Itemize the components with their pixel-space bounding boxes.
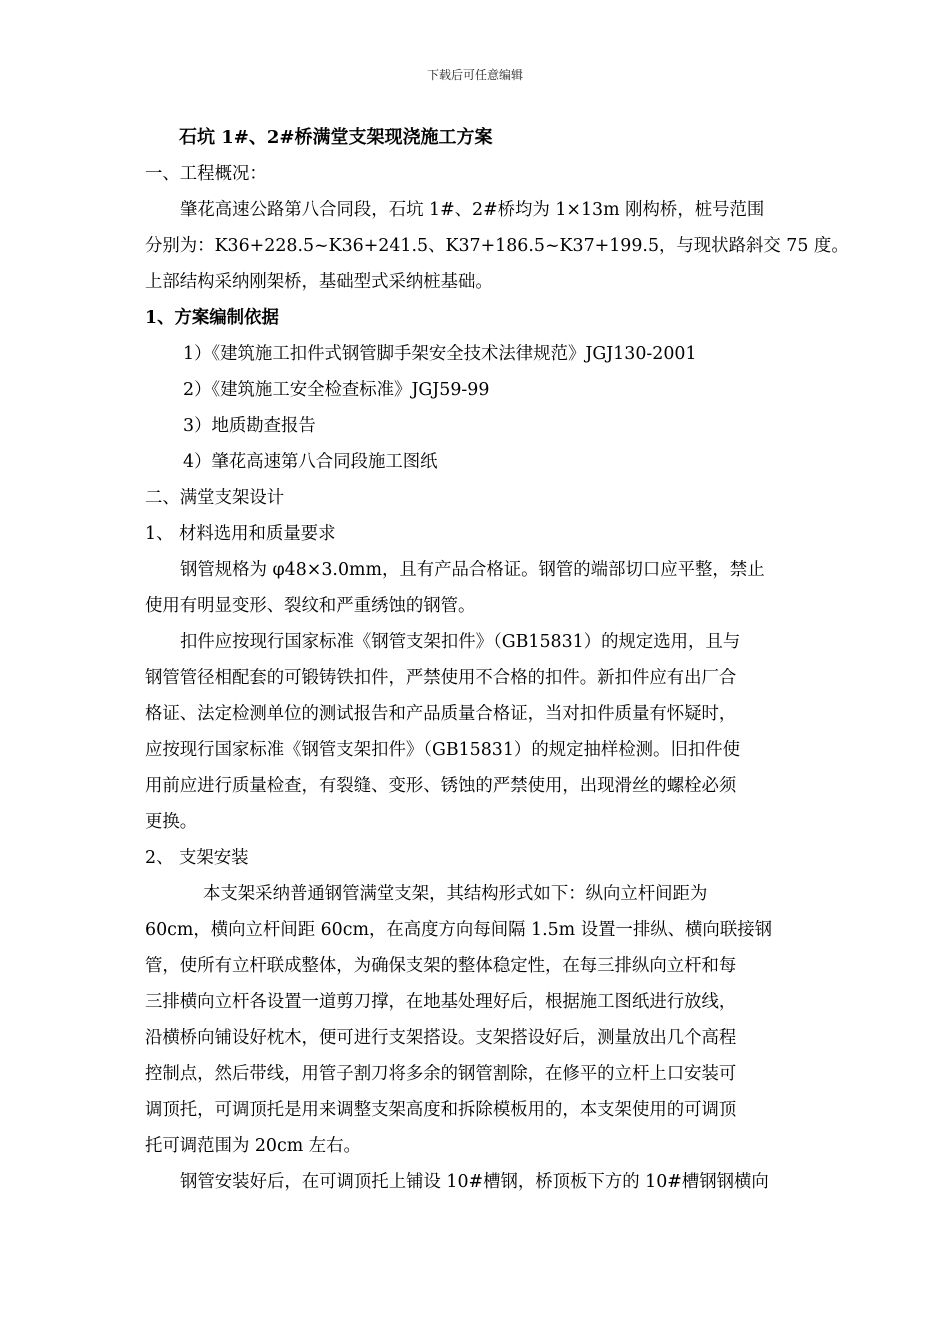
text-line: 钢管规格为 φ48×3.0mm，且有产品合格证。钢管的端部切口应平整，禁止 <box>180 560 765 580</box>
section2-heading: 二、满堂支架设计 <box>145 488 285 508</box>
text-line: 三排横向立杆各设置一道剪刀撑，在地基处理好后，根据施工图纸进行放线， <box>145 992 737 1012</box>
list-item: 2）《建筑施工安全检查标准》JGJ59-99 <box>183 380 490 400</box>
text-line: 用前应进行质量检查，有裂缝、变形、锈蚀的严禁使用，出现滑丝的螺栓必须 <box>145 776 737 796</box>
header-note: 下载后可任意编辑 <box>426 68 523 82</box>
text-line: 更换。 <box>145 812 198 832</box>
text-line: 钢管安装好后，在可调顶托上铺设 10#槽钢，桥顶板下方的 10#槽钢钢横向 <box>180 1172 769 1192</box>
basis-list <box>145 336 810 480</box>
list-item: 3）地质勘查报告 <box>183 416 316 436</box>
basis-heading: 1、方案编制依据 <box>145 308 279 328</box>
text-line: 应按现行国家标准《钢管支架扣件》（GB15831）的规定抽样检测。旧扣件使 <box>145 740 741 760</box>
material-paragraph-1 <box>145 552 810 624</box>
text-line: 60cm，横向立杆间距 60cm，在高度方向每间隔 1.5m 设置一排纵、横向联接钢 <box>145 920 772 940</box>
text-line: 托可调范围为 20cm 左右。 <box>145 1136 361 1156</box>
install-paragraph-1 <box>145 876 810 1164</box>
text-line: 控制点，然后带线，用管子割刀将多余的钢管割除，在修平的立杆上口安装可 <box>145 1064 737 1084</box>
install-heading: 2、 支架安装 <box>145 848 249 868</box>
section1-paragraph <box>145 192 849 300</box>
text-line: 扣件应按现行国家标准《钢管支架扣件》（GB15831）的规定选用，且与 <box>180 632 741 652</box>
text-line: 格证、法定检测单位的测试报告和产品质量合格证，当对扣件质量有怀疑时， <box>145 704 737 724</box>
text-line: 使用有明显变形、裂纹和严重绣蚀的钢管。 <box>145 596 476 616</box>
document-body <box>145 120 849 1200</box>
text-line: 上部结构采纳刚架桥，基础型式采纳桩基础。 <box>145 272 493 292</box>
text-line: 钢管管径相配套的可锻铸铁扣件，严禁使用不合格的扣件。新扣件应有出厂合 <box>145 668 737 688</box>
material-paragraph-2 <box>145 624 810 840</box>
text-line: 肇花高速公路第八合同段，石坑 1#、2#桥均为 1×13m 刚构桥，桩号范围 <box>180 200 765 220</box>
section1-heading: 一、工程概况： <box>145 164 267 184</box>
material-heading: 1、 材料选用和质量要求 <box>145 524 336 544</box>
text-line: 沿横桥向铺设好枕木，便可进行支架搭设。支架搭设好后，测量放出几个高程 <box>145 1028 737 1048</box>
install-paragraph-2 <box>145 1164 810 1200</box>
text-line: 分别为：K36+228.5~K36+241.5、K37+186.5~K37+199.5，与现状路斜交 75 度。 <box>145 236 849 256</box>
list-item: 1）《建筑施工扣件式钢管脚手架安全技术法律规范》JGJ130-2001 <box>183 344 697 364</box>
list-item: 4）肇花高速第八合同段施工图纸 <box>183 452 438 472</box>
document-title: 石坑 1#、2#桥满堂支架现浇施工方案 <box>179 127 493 148</box>
text-line: 调顶托，可调顶托是用来调整支架高度和拆除模板用的，本支架使用的可调顶 <box>145 1100 737 1120</box>
text-line: 本支架采纳普通钢管满堂支架，其结构形式如下：纵向立杆间距为 <box>203 884 708 904</box>
text-line: 管，使所有立杆联成整体，为确保支架的整体稳定性，在每三排纵向立杆和每 <box>145 956 737 976</box>
